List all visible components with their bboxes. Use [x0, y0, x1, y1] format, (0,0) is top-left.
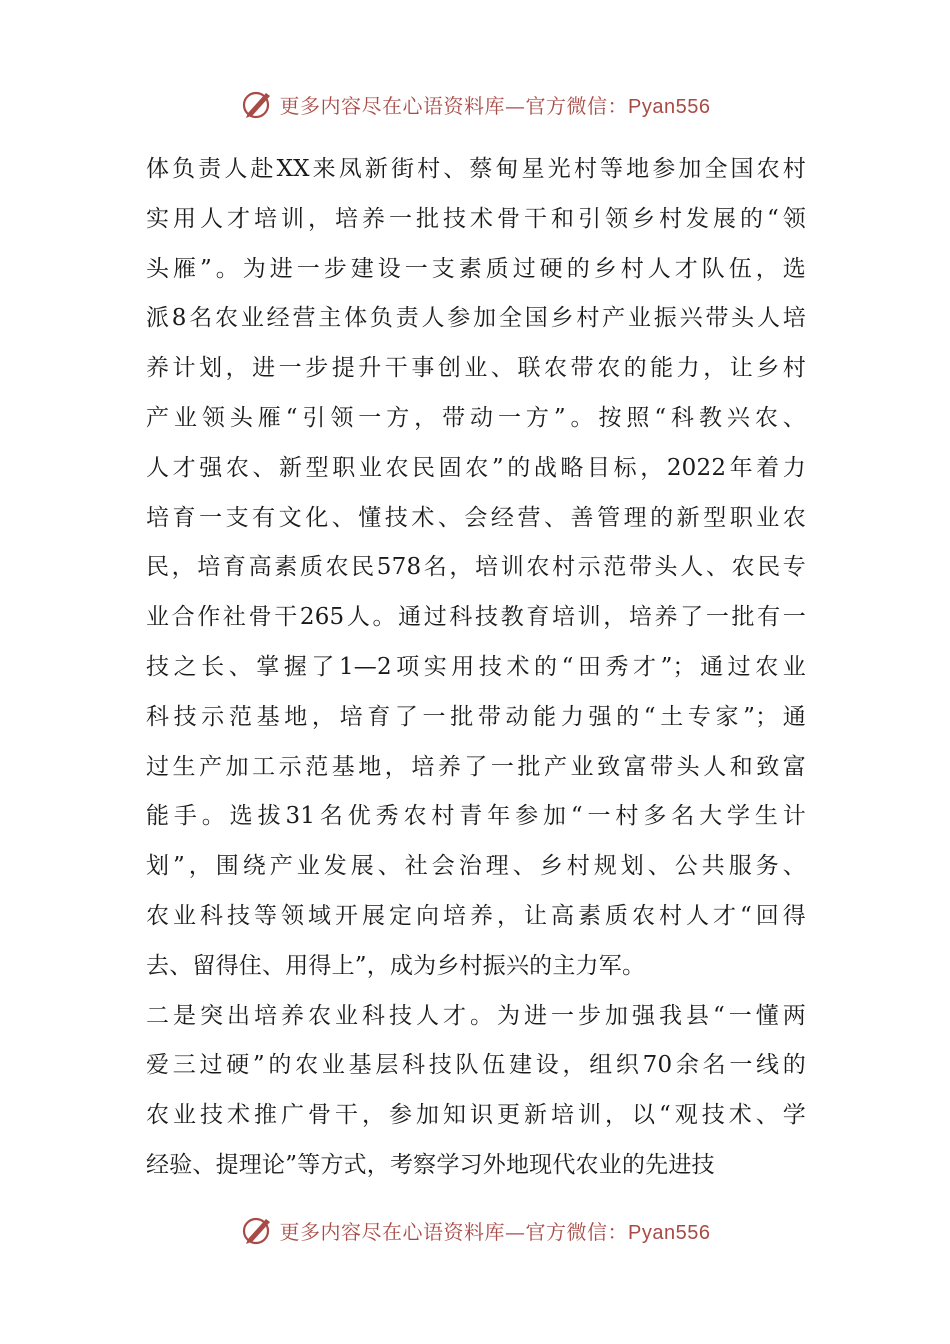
text-line: 技之长、掌握了1—2项实用技术的“田秀才”；通过农业 — [146, 653, 806, 680]
watermark-wechat-id: Pyan556 — [628, 95, 711, 118]
text-line: 体负责人赴XX来凤新街村、蔡甸星光村等地参加全国农村 — [146, 156, 806, 182]
text-line: 二是突出培养农业科技人才。为进一步加强我县“一懂两 — [146, 1002, 806, 1029]
text-line: 爱三过硬”的农业基层科技队伍建设，组织70余名一线的 — [146, 1052, 806, 1079]
document-body — [146, 145, 806, 1191]
text-line: 实用人才培训，培养一批技术骨干和引领乡村发展的“领 — [146, 205, 806, 232]
text-line: 养计划，进一步提升干事创业、联农带农的能力，让乡村 — [146, 355, 806, 382]
pen-circle-icon — [240, 1213, 274, 1247]
text-line: 民，培育高素质农民578名，培训农村示范带头人、农民专 — [146, 554, 806, 581]
watermark-wechat-id: Pyan556 — [628, 1221, 711, 1244]
text-line: 产业领头雁“引领一方，带动一方”。按照“科教兴农、 — [146, 404, 806, 431]
text-line: 经验、提理论”等方式，考察学习外地现代农业的先进技 — [146, 1151, 715, 1178]
text-line: 能手。选拔31名优秀农村青年参加“一村多名大学生计 — [146, 803, 806, 830]
text-line: 派8名农业经营主体负责人参加全国乡村产业振兴带头人培 — [146, 305, 806, 332]
text-line: 头雁”。为进一步建设一支素质过硬的乡村人才队伍，选 — [146, 255, 806, 282]
text-line: 农业科技等领域开展定向培养，让高素质农村人才“回得 — [146, 902, 806, 929]
watermark-text: 更多内容尽在心语资料库—官方微信：Pyan556 — [279, 93, 711, 118]
text-line: 培育一支有文化、懂技术、会经营、善管理的新型职业农 — [146, 504, 806, 531]
footer-watermark — [0, 1210, 950, 1250]
text-line: 科技示范基地，培育了一批带动能力强的“土专家”；通 — [146, 703, 806, 730]
text-line: 去、留得住、用得上”，成为乡村振兴的主力军。 — [146, 952, 646, 979]
pen-circle-icon — [240, 87, 274, 121]
text-line: 业合作社骨干265人。通过科技教育培训，培养了一批有一 — [146, 604, 806, 631]
text-line: 农业技术推广骨干，参加知识更新培训，以“观技术、学 — [146, 1102, 806, 1129]
watermark-text: 更多内容尽在心语资料库—官方微信：Pyan556 — [279, 1219, 711, 1244]
text-line: 划”，围绕产业发展、社会治理、乡村规划、公共服务、 — [146, 853, 806, 880]
text-line: 人才强农、新型职业农民固农”的战略目标，2022年着力 — [146, 454, 806, 481]
header-watermark — [0, 84, 950, 124]
text-line: 过生产加工示范基地，培养了一批产业致富带头人和致富 — [146, 753, 806, 780]
